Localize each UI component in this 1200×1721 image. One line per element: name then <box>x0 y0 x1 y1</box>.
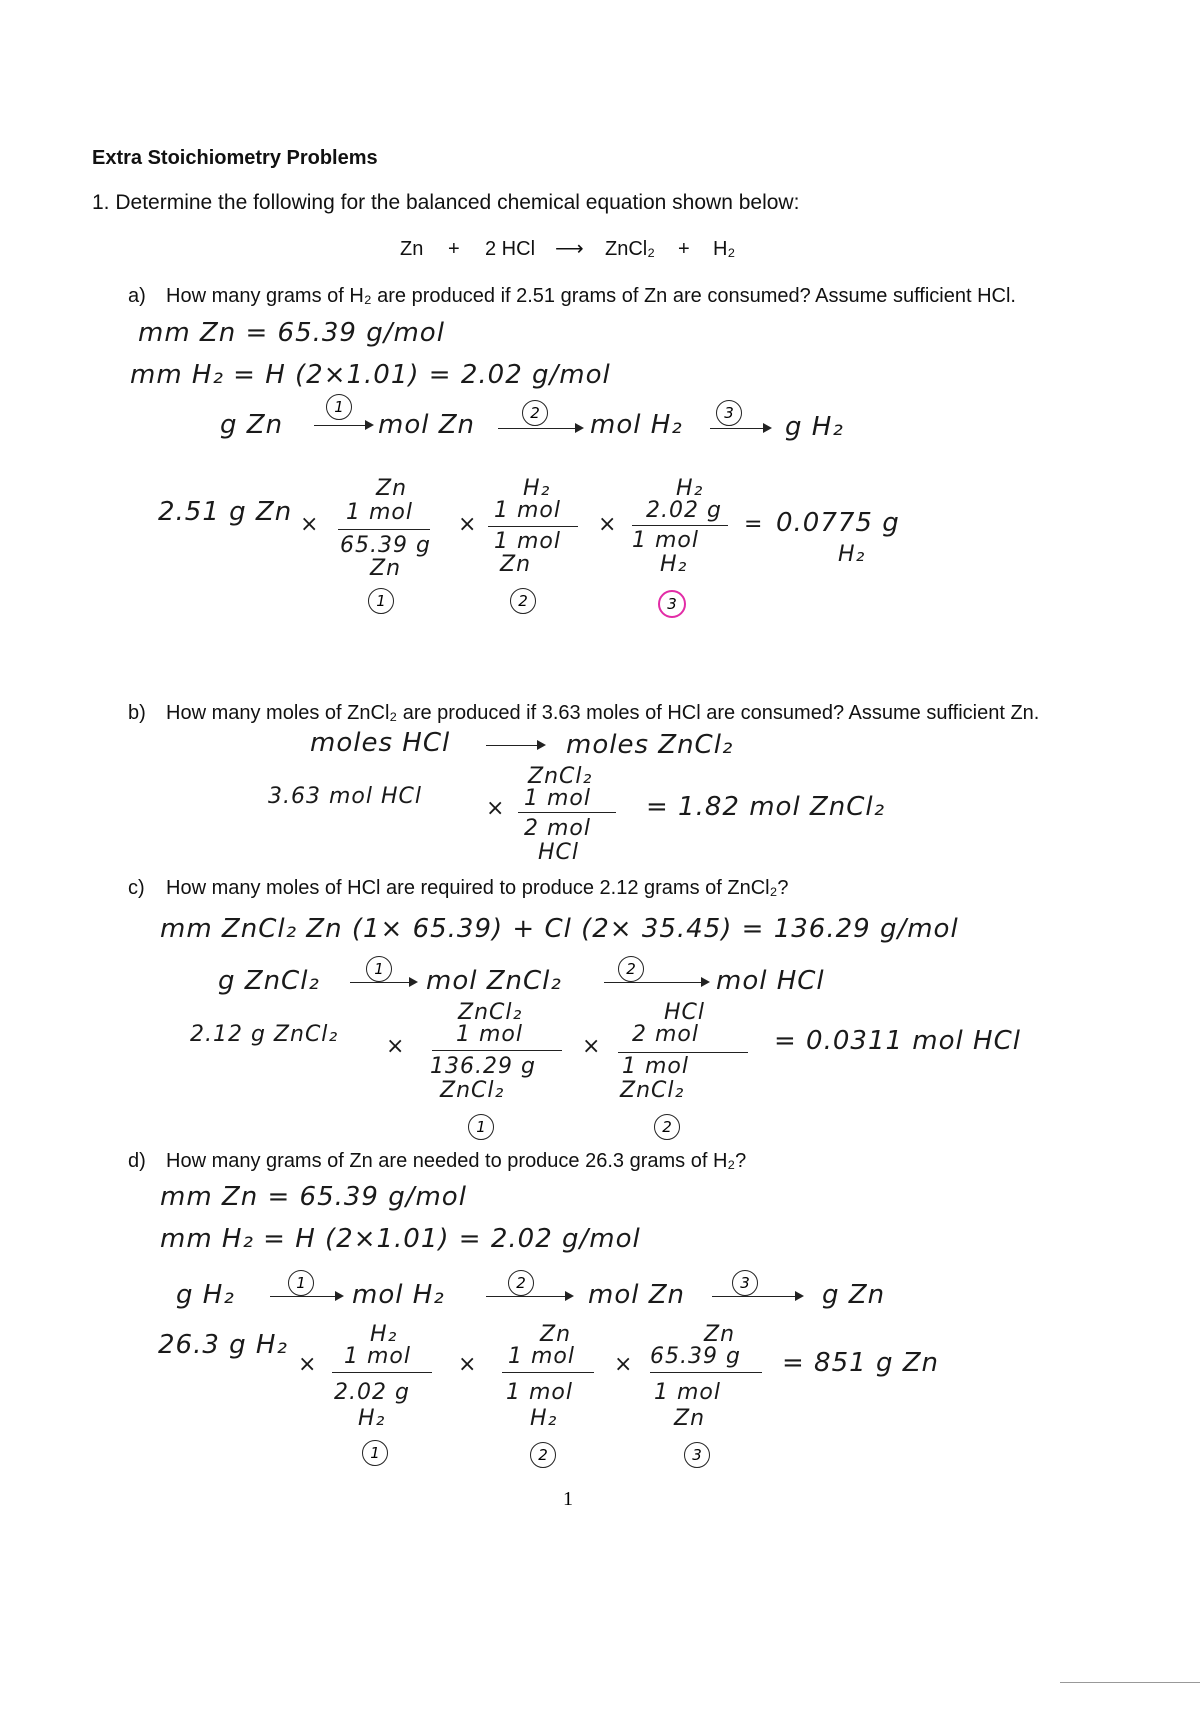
times-sign: × <box>614 1352 634 1377</box>
factor-2-num: 2 mol <box>632 1022 699 1047</box>
factor-3-den-unit: H₂ <box>660 552 688 577</box>
factor-2-circle: 2 <box>654 1114 680 1140</box>
eq-product-h2: H₂ <box>713 238 736 260</box>
factor-1-den: 65.39 g <box>340 533 431 558</box>
step-3-circle: 3 <box>716 400 742 426</box>
factor-den: 2 mol <box>524 816 591 841</box>
path-mol-zn: mol Zn <box>588 1280 686 1310</box>
part-d-question: How many grams of Zn are needed to produce 26.3 grams of H₂? <box>166 1150 747 1172</box>
eq-arrow: ⟶ <box>555 238 584 260</box>
factor-3-den: 1 mol <box>654 1380 721 1405</box>
step-2-circle: 2 <box>618 956 644 982</box>
step-1-circle: 1 <box>326 394 352 420</box>
factor-2-den: 1 mol <box>506 1380 573 1405</box>
path-mol-h2: mol H₂ <box>590 410 683 440</box>
path-arrow <box>486 745 544 746</box>
fraction-bar <box>618 1052 748 1053</box>
factor-2-num-unit: H₂ <box>523 476 551 501</box>
step-3-circle: 3 <box>732 1270 758 1296</box>
path-g-zn: g Zn <box>822 1280 886 1310</box>
mm-h2-note: mm H₂ = H (2×1.01) = 2.02 g/mol <box>130 360 611 390</box>
given-value: 26.3 g H₂ <box>158 1330 288 1360</box>
factor-1-den: 136.29 g <box>430 1054 536 1079</box>
factor-1-circle: 1 <box>362 1440 388 1466</box>
factor-1-circle: 1 <box>468 1114 494 1140</box>
path-mol-zn: mol Zn <box>378 410 476 440</box>
fraction-bar <box>518 812 616 813</box>
factor-num: 1 mol <box>524 786 591 811</box>
fraction-bar <box>632 525 728 526</box>
path-g-zn: g Zn <box>220 410 284 440</box>
times-sign: × <box>300 512 320 537</box>
given-value: 3.63 mol HCl <box>268 784 422 809</box>
factor-3-num-unit: Zn <box>704 1322 736 1347</box>
times-sign: × <box>582 1034 602 1059</box>
mm-h2-note: mm H₂ = H (2×1.01) = 2.02 g/mol <box>160 1224 641 1254</box>
path-arrow <box>498 428 582 429</box>
fraction-bar <box>502 1372 594 1373</box>
factor-2-den-unit: H₂ <box>530 1406 558 1431</box>
result-value: = 1.82 mol ZnCl₂ <box>646 792 886 822</box>
factor-1-den: 2.02 g <box>334 1380 410 1405</box>
page-number: 1 <box>563 1488 573 1510</box>
mm-zncl2-note: mm ZnCl₂ Zn (1× 65.39) + Cl (2× 35.45) = 136.29 g/mol <box>160 914 959 944</box>
path-arrow <box>350 982 416 983</box>
fraction-bar <box>432 1050 562 1051</box>
given-value: 2.51 g Zn <box>158 497 293 527</box>
fraction-bar <box>488 526 578 527</box>
factor-1-den-unit: ZnCl₂ <box>440 1078 505 1103</box>
factor-2-num: 1 mol <box>508 1344 575 1369</box>
path-g-zncl2: g ZnCl₂ <box>218 966 320 996</box>
path-mol-hcl: mol HCl <box>716 966 825 996</box>
given-value: 2.12 g ZnCl₂ <box>190 1022 339 1047</box>
factor-1-num: 1 mol <box>344 1344 411 1369</box>
times-sign: × <box>598 512 618 537</box>
factor-3-num-unit: H₂ <box>676 476 704 501</box>
factor-3-den-unit: Zn <box>674 1406 706 1431</box>
factor-1-num-unit: H₂ <box>370 1322 398 1347</box>
factor-2-num-unit: Zn <box>540 1322 572 1347</box>
factor-2-den-unit: Zn <box>500 552 532 577</box>
equals-sign: = <box>744 512 764 537</box>
part-a-question: How many grams of H₂ are produced if 2.51 grams of Zn are consumed? Assume sufficient HCl. <box>166 285 1016 307</box>
times-sign: × <box>458 1352 478 1377</box>
path-arrow <box>710 428 770 429</box>
factor-2-den: 1 mol <box>622 1054 689 1079</box>
factor-1-num-unit: Zn <box>376 476 408 501</box>
path-g-h2: g H₂ <box>176 1280 235 1310</box>
factor-num-unit: ZnCl₂ <box>528 764 593 789</box>
eq-plus: + <box>448 238 460 260</box>
mm-zn-note: mm Zn = 65.39 g/mol <box>138 318 445 348</box>
question-1: 1. Determine the following for the balanced chemical equation shown below: <box>92 191 800 214</box>
factor-3-den: 1 mol <box>632 528 699 553</box>
part-c-question: How many moles of HCl are required to produce 2.12 grams of ZnCl₂? <box>166 877 789 899</box>
factor-2-circle: 2 <box>510 588 536 614</box>
eq-plus-2: + <box>678 238 690 260</box>
eq-product-zncl2: ZnCl₂ <box>605 238 655 260</box>
part-d-label: d) <box>128 1150 146 1172</box>
step-2-circle: 2 <box>522 400 548 426</box>
part-b-label: b) <box>128 702 146 724</box>
factor-1-num-unit: ZnCl₂ <box>458 1000 523 1025</box>
factor-2-num-unit: HCl <box>664 1000 706 1025</box>
path-g-h2: g H₂ <box>785 412 844 442</box>
eq-reactant-hcl: 2 HCl <box>485 238 536 260</box>
step-1-circle: 1 <box>366 956 392 982</box>
path-arrow <box>314 425 372 426</box>
result-value: = 0.0311 mol HCl <box>774 1026 1021 1056</box>
factor-1-num: 1 mol <box>456 1022 523 1047</box>
result-unit: H₂ <box>838 542 866 567</box>
factor-3-num: 65.39 g <box>650 1344 741 1369</box>
path-mol-zncl2: mol ZnCl₂ <box>426 966 562 996</box>
path-moles-hcl: moles HCl <box>310 728 451 758</box>
mm-zn-note: mm Zn = 65.39 g/mol <box>160 1182 467 1212</box>
result-value: 0.0775 g <box>776 508 900 538</box>
part-c-label: c) <box>128 877 145 899</box>
eq-reactant-zn: Zn <box>400 238 424 260</box>
factor-den-unit: HCl <box>538 840 580 865</box>
times-sign: × <box>298 1352 318 1377</box>
page-title: Extra Stoichiometry Problems <box>92 147 378 169</box>
factor-1-circle: 1 <box>368 588 394 614</box>
step-1-circle: 1 <box>288 1270 314 1296</box>
path-arrow <box>486 1296 572 1297</box>
factor-3-circle: 3 <box>684 1442 710 1468</box>
fraction-bar <box>332 1372 432 1373</box>
times-sign: × <box>386 1034 406 1059</box>
factor-1-den-unit: Zn <box>370 556 402 581</box>
fraction-bar <box>338 529 430 530</box>
path-arrow <box>270 1296 342 1297</box>
path-arrow <box>604 982 708 983</box>
factor-2-den-unit: ZnCl₂ <box>620 1078 685 1103</box>
factor-3-num: 2.02 g <box>646 498 722 523</box>
factor-2-num: 1 mol <box>494 498 561 523</box>
part-a-label: a) <box>128 285 146 307</box>
path-arrow <box>712 1296 802 1297</box>
times-sign: × <box>486 796 506 821</box>
divider <box>1060 1682 1200 1683</box>
factor-3-circle: 3 <box>658 590 686 618</box>
times-sign: × <box>458 512 478 537</box>
result-value: = 851 g Zn <box>782 1348 939 1378</box>
path-moles-zncl2: moles ZnCl₂ <box>566 730 734 760</box>
path-mol-h2: mol H₂ <box>352 1280 445 1310</box>
factor-1-den-unit: H₂ <box>358 1406 386 1431</box>
factor-2-circle: 2 <box>530 1442 556 1468</box>
factor-1-num: 1 mol <box>346 500 413 525</box>
part-b-question: How many moles of ZnCl₂ are produced if 3.63 moles of HCl are consumed? Assume sufficient Zn. <box>166 702 1040 724</box>
step-2-circle: 2 <box>508 1270 534 1296</box>
fraction-bar <box>650 1372 762 1373</box>
factor-2-den: 1 mol <box>494 529 561 554</box>
